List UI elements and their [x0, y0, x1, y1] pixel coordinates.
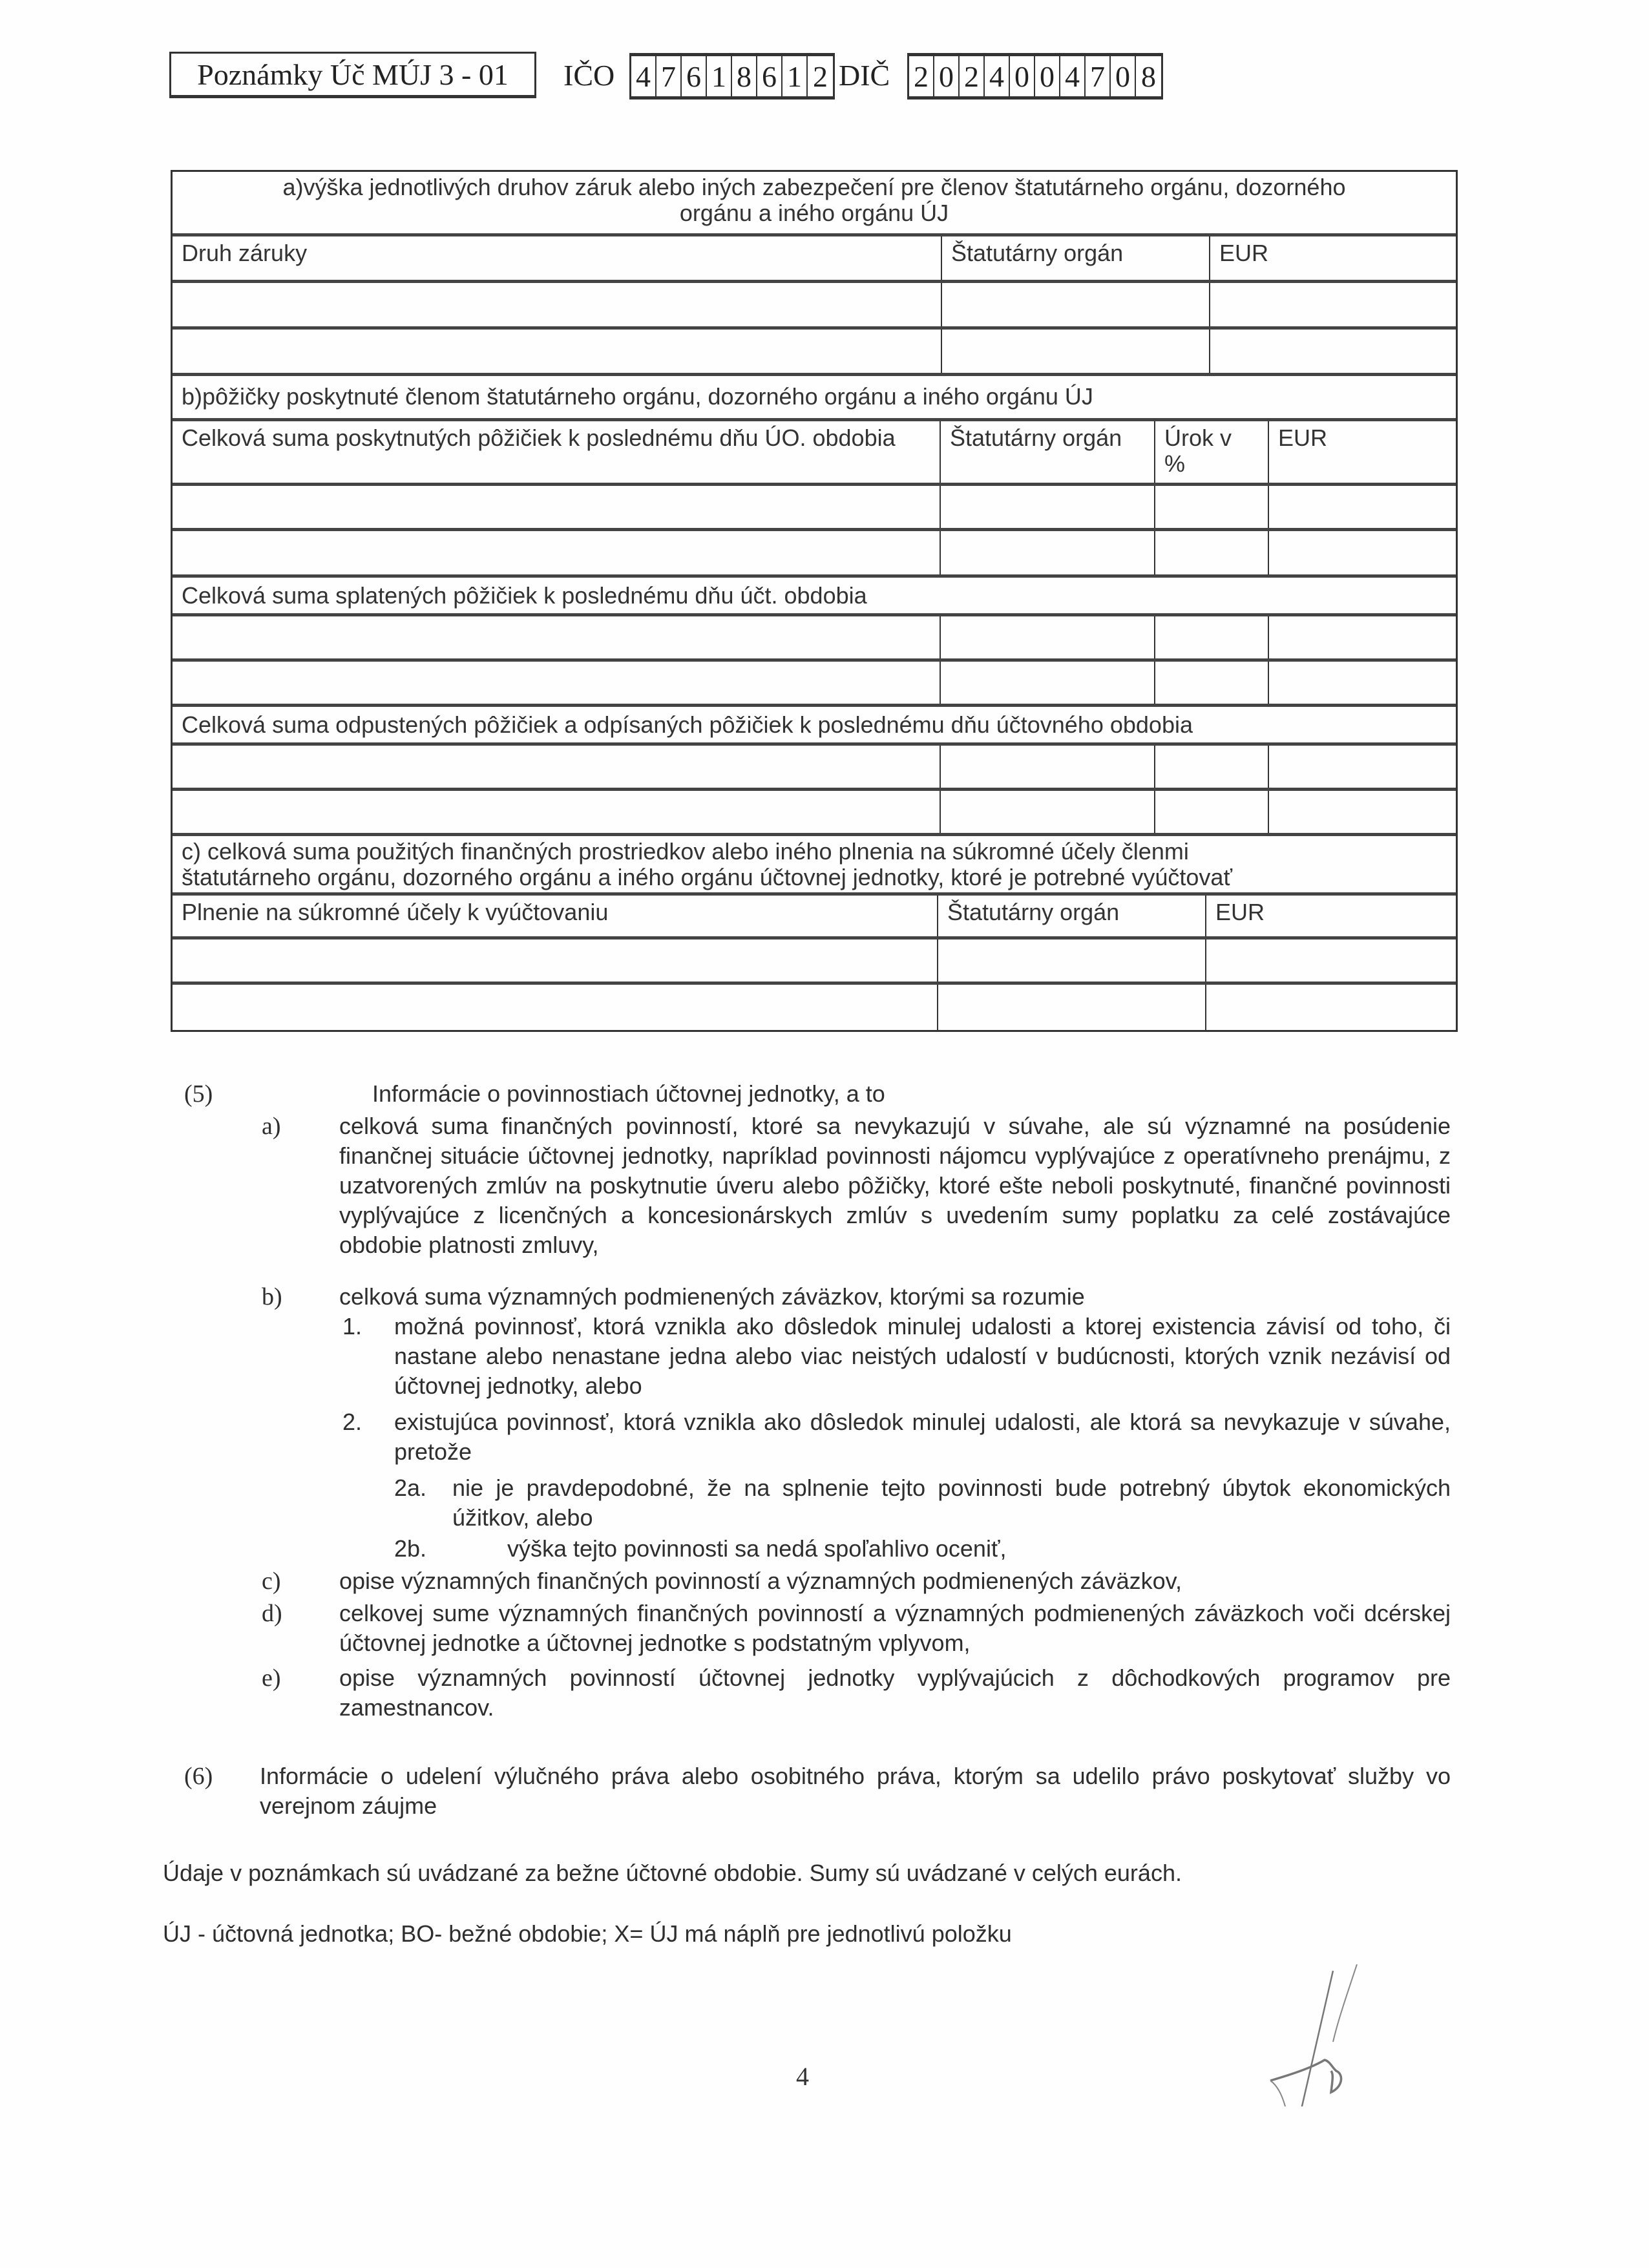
ico-digit: 1: [782, 56, 808, 96]
table-cell[interactable]: [941, 746, 1155, 788]
ico-digit: 4: [631, 56, 656, 96]
section-a-header-row: [173, 236, 1456, 283]
table-cell[interactable]: [1269, 746, 1456, 788]
table-cell[interactable]: [938, 940, 1206, 982]
dic-digit: 4: [985, 56, 1010, 96]
table-cell[interactable]: [942, 330, 1210, 373]
section5-item-c-text: opise významných finančných povinností a významných podmienených záväzkov,: [339, 1568, 1182, 1594]
section-a-heading-line1: a)výška jednotlivých druhov záruk alebo iných zabezpečení pre členov štatutárneho orgánu, dozorného: [282, 174, 1346, 200]
table-cell[interactable]: [1206, 985, 1456, 1030]
section5-item-e-label: e): [262, 1664, 281, 1692]
dic-label: DIČ: [839, 58, 890, 92]
col-urok: Úrok v %: [1155, 421, 1269, 483]
table-cell[interactable]: [173, 616, 941, 658]
page-number: 4: [796, 2062, 809, 2091]
section-c-heading-line2: štatutárneho orgánu, dozorného orgánu a iného orgánu účtovnej jednotky, ktoré je potrebné vyúčtovať: [182, 864, 1232, 890]
section5-title: Informácie o povinnostiach účtovnej jednotky, a to: [372, 1080, 885, 1107]
section5-sub2-text: existujúca povinnosť, ktorá vznikla ako dôsledok minulej udalosti, ale ktorá sa nevykazuje v súvahe, pretože: [394, 1409, 1451, 1465]
ico-digits: [629, 53, 835, 100]
repaid-heading: Celková suma splatených pôžičiek k poslednému dňu účt. obdobia: [182, 582, 867, 609]
col-eur: EUR: [1215, 899, 1265, 925]
section5-item-b-label: b): [262, 1283, 282, 1310]
section-c-heading-line1: c) celková suma použitých finančných prostriedkov alebo iného plnenia na súkromné účely členmi: [182, 838, 1189, 865]
table-row: [173, 940, 1456, 985]
ico-digit: 2: [813, 59, 828, 93]
col-plnenie: Plnenie na súkromné účely k vyúčtovaniu: [173, 896, 938, 936]
section5-item-a-text: celková suma finančných povinností, ktoré sa nevykazujú v súvahe, ale sú významné na posúdenie finančnej situácie účtovnej jednotky, napríklad povinnosti nájomcu vyplývajúce z operatívneho prenájmu, z uzatvorených zmlúv na poskytnutie úveru alebo pôžičky, ktoré ešte neboli poskytnuté, finančné povinnosti vyplývajúce z licenčných a koncesionárskych zmlúv s uvedením sumy poplatku za celé zostávajúce obdobie platnosti zmluvy,: [339, 1113, 1451, 1258]
section-a-heading: [173, 172, 1456, 233]
col-eur: EUR: [1219, 240, 1269, 266]
section-b-header-row: [173, 421, 1456, 486]
section5-item-a-label: a): [262, 1113, 281, 1140]
table-row: [173, 486, 1456, 531]
ico-digit: 7: [656, 56, 682, 96]
table-cell[interactable]: [941, 791, 1155, 833]
table-cell[interactable]: [1155, 616, 1269, 658]
section-c-heading-row: [173, 836, 1456, 896]
table-cell[interactable]: [173, 746, 941, 788]
footer-note-1: Údaje v poznámkach sú uvádzané za bežne účtovné obdobie. Sumy sú uvádzané v celých eurách.: [163, 1860, 1182, 1886]
section5-item-b-text: celková suma významných podmienených záväzkov, ktorými sa rozumie: [339, 1283, 1085, 1310]
dic-digit: 0: [934, 56, 960, 96]
table-cell[interactable]: [173, 283, 942, 326]
section5-item-d-label: d): [262, 1600, 282, 1627]
table-cell[interactable]: [1155, 791, 1269, 833]
table-cell[interactable]: [1269, 616, 1456, 658]
table-cell[interactable]: [173, 662, 941, 704]
ico-digit: 8: [732, 56, 757, 96]
section-b-heading-row: [173, 376, 1456, 421]
table-cell[interactable]: [1210, 330, 1456, 373]
dic-digit: 0: [1111, 56, 1136, 96]
dic-digit: 4: [1060, 56, 1086, 96]
section5-sub2b-label: 2b.: [394, 1535, 427, 1562]
table-cell[interactable]: [1155, 531, 1269, 574]
dic-digit: 0: [1010, 56, 1035, 96]
table-row: [173, 283, 1456, 330]
table-cell[interactable]: [942, 283, 1210, 326]
table-cell[interactable]: [1269, 662, 1456, 704]
dic-digits: [907, 53, 1163, 100]
table-cell[interactable]: [1269, 531, 1456, 574]
dic-digit: 7: [1086, 56, 1111, 96]
dic-digit: 2: [909, 56, 934, 96]
ico-label: IČO: [563, 58, 615, 92]
table-cell[interactable]: [941, 486, 1155, 528]
table-cell[interactable]: [1210, 283, 1456, 326]
section5-sub1-label: 1.: [342, 1313, 362, 1339]
ico-digit: 6: [757, 56, 782, 96]
section5-item-c-label: c): [262, 1568, 281, 1595]
dic-digit: 8: [1141, 59, 1156, 93]
section5-item-e-text: opise významných povinností účtovnej jednotky vyplývajúcich z dôchodkových programov pre zamestnancov.: [339, 1664, 1451, 1721]
section-c-header-row: [173, 896, 1456, 940]
section-a-heading-line2: orgánu a iného orgánu ÚJ: [679, 200, 949, 226]
col-statutarny-organ: Štatutárny orgán: [938, 896, 1206, 936]
table-cell[interactable]: [1155, 662, 1269, 704]
section5-sub2a-label: 2a.: [394, 1475, 427, 1501]
section5-sub2-label: 2.: [342, 1409, 362, 1435]
section5-sub2b-text: výška tejto povinnosti sa nedá spoľahlivo oceniť,: [507, 1535, 1007, 1562]
section5-number: (5): [184, 1080, 213, 1108]
forgiven-heading: Celková suma odpustených pôžičiek a odpísaných pôžičiek k poslednému dňu účtovného obdobia: [182, 711, 1193, 738]
dic-digit: 2: [960, 56, 985, 96]
table-cell[interactable]: [173, 985, 938, 1030]
table-cell[interactable]: [938, 985, 1206, 1030]
dic-digit: 0: [1035, 56, 1060, 96]
forgiven-heading-row: [173, 707, 1456, 746]
section-b-heading: b)pôžičky poskytnuté členom štatutárneho orgánu, dozorného orgánu a iného orgánu ÚJ: [182, 383, 1093, 410]
col-statutarny-organ: Štatutárny orgán: [941, 421, 1155, 483]
section6-number: (6): [184, 1763, 213, 1790]
repaid-heading-row: [173, 578, 1456, 616]
table-row: [173, 746, 1456, 791]
section-c-heading: [173, 836, 1456, 892]
table-row: [173, 985, 1456, 1030]
table-cell[interactable]: [1269, 486, 1456, 528]
table-row: [173, 616, 1456, 662]
table-cell[interactable]: [173, 486, 941, 528]
table-cell[interactable]: [941, 531, 1155, 574]
disclosure-table: [171, 170, 1458, 1032]
col-statutarny-organ: Štatutárny orgán: [942, 236, 1210, 280]
col-poskytnute-pozicky: Celková suma poskytnutých pôžičiek k poslednému dňu ÚO. obdobia: [173, 421, 941, 483]
table-cell[interactable]: [1155, 486, 1269, 528]
section5-item-d-text: celkovej sume významných finančných povinností a významných podmienených záväzkoch voči dcérskej účtovnej jednotke a účtovnej jednotke s podstatným vplyvom,: [339, 1600, 1451, 1656]
section5-sub2a-text: nie je pravdepodobné, že na splnenie tejto povinnosti bude potrebný úbytok ekonomických úžitkov, alebo: [452, 1475, 1451, 1531]
table-cell[interactable]: [1206, 940, 1456, 982]
col-eur: EUR: [1278, 425, 1328, 451]
table-cell[interactable]: [173, 791, 941, 833]
table-cell[interactable]: [1155, 746, 1269, 788]
table-row: [173, 330, 1456, 376]
table-cell[interactable]: [173, 531, 941, 574]
section5-sub1-text: možná povinnosť, ktorá vznikla ako dôsledok minulej udalosti a ktorej existencia závisí od toho, či nastane alebo nenastane jedna alebo viac neistých udalostí v budúcnosti, ktorých vznik nezávisí od účtovnej jednotky, alebo: [394, 1313, 1451, 1399]
table-row: [173, 662, 1456, 707]
table-cell[interactable]: [941, 616, 1155, 658]
table-row: [173, 531, 1456, 578]
form-title: Poznámky Úč MÚJ 3 - 01: [169, 52, 536, 98]
ico-digit: 6: [682, 56, 707, 96]
table-cell[interactable]: [173, 330, 942, 373]
ico-digit: 1: [707, 56, 732, 96]
table-cell[interactable]: [173, 940, 938, 982]
footer-note-2: ÚJ - účtovná jednotka; BO- bežné obdobie; X= ÚJ má náplň pre jednotlivú položku: [163, 1920, 1012, 1947]
col-druh-zaruky: Druh záruky: [173, 236, 942, 280]
table-row: [173, 791, 1456, 836]
section6-text: Informácie o udelení výlučného práva alebo osobitného práva, ktorým sa udelilo právo poskytovať služby vo verejnom záujme: [260, 1763, 1451, 1819]
table-cell[interactable]: [941, 662, 1155, 704]
table-cell[interactable]: [1269, 791, 1456, 833]
section-a-heading-row: [173, 172, 1456, 236]
signature-icon: [1254, 1964, 1434, 2106]
